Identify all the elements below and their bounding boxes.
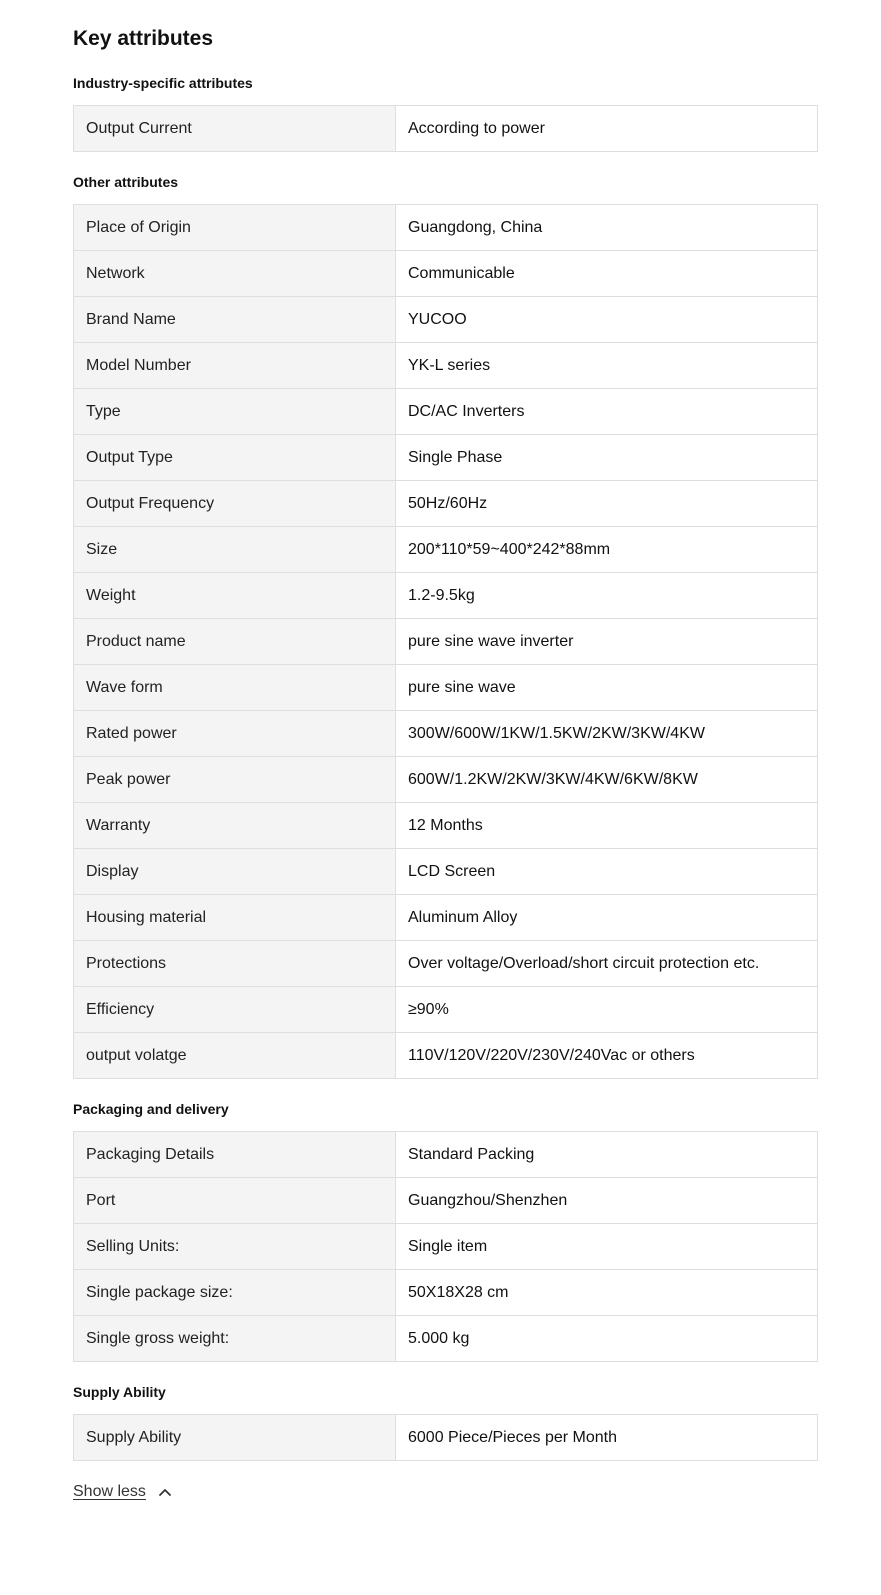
attribute-key: Port bbox=[74, 1178, 396, 1224]
attribute-value: Guangzhou/Shenzhen bbox=[396, 1178, 818, 1224]
attribute-value: LCD Screen bbox=[396, 849, 818, 895]
attribute-value: Aluminum Alloy bbox=[396, 895, 818, 941]
attribute-value: 200*110*59~400*242*88mm bbox=[396, 527, 818, 573]
attribute-value: 600W/1.2KW/2KW/3KW/4KW/6KW/8KW bbox=[396, 757, 818, 803]
table-row bbox=[74, 573, 818, 619]
table-row bbox=[74, 205, 818, 251]
table-row bbox=[74, 895, 818, 941]
attribute-value: According to power bbox=[396, 106, 818, 152]
attribute-key: Single gross weight: bbox=[74, 1316, 396, 1362]
attribute-value: DC/AC Inverters bbox=[396, 389, 818, 435]
attribute-key: output volatge bbox=[74, 1033, 396, 1079]
attribute-key: Warranty bbox=[74, 803, 396, 849]
attribute-key: Weight bbox=[74, 573, 396, 619]
table-row bbox=[74, 849, 818, 895]
table-row bbox=[74, 941, 818, 987]
attribute-value: pure sine wave inverter bbox=[396, 619, 818, 665]
table-row bbox=[74, 1178, 818, 1224]
show-less-label: Show less bbox=[73, 1483, 146, 1500]
attribute-key: Output Type bbox=[74, 435, 396, 481]
attribute-key: Efficiency bbox=[74, 987, 396, 1033]
attribute-value: 110V/120V/220V/230V/240Vac or others bbox=[396, 1033, 818, 1079]
attribute-value: Over voltage/Overload/short circuit protection etc. bbox=[396, 941, 818, 987]
attribute-table bbox=[73, 1131, 818, 1362]
attribute-section bbox=[73, 1384, 818, 1461]
section-heading: Supply Ability bbox=[73, 1384, 166, 1400]
attribute-key: Type bbox=[74, 389, 396, 435]
attribute-section bbox=[73, 174, 818, 1079]
attribute-table bbox=[73, 105, 818, 152]
attribute-value: Communicable bbox=[396, 251, 818, 297]
show-less-button[interactable] bbox=[73, 1483, 172, 1501]
key-attributes-panel bbox=[73, 0, 818, 1501]
attribute-value: Standard Packing bbox=[396, 1132, 818, 1178]
table-row bbox=[74, 757, 818, 803]
table-row bbox=[74, 1224, 818, 1270]
section-heading: Industry-specific attributes bbox=[73, 75, 253, 91]
attribute-section bbox=[73, 75, 818, 152]
attribute-value: 300W/600W/1KW/1.5KW/2KW/3KW/4KW bbox=[396, 711, 818, 757]
section-heading: Other attributes bbox=[73, 174, 179, 190]
attribute-value: 50Hz/60Hz bbox=[396, 481, 818, 527]
attribute-value: 50X18X28 cm bbox=[396, 1270, 818, 1316]
attribute-key: Size bbox=[74, 527, 396, 573]
table-row bbox=[74, 297, 818, 343]
attribute-value: Single item bbox=[396, 1224, 818, 1270]
attribute-table bbox=[73, 204, 818, 1079]
attribute-key: Selling Units: bbox=[74, 1224, 396, 1270]
chevron-up-icon bbox=[158, 1485, 172, 1499]
table-row bbox=[74, 987, 818, 1033]
page-title: Key attributes bbox=[73, 27, 214, 50]
attribute-value: 12 Months bbox=[396, 803, 818, 849]
table-row bbox=[74, 1415, 818, 1461]
table-row bbox=[74, 665, 818, 711]
attribute-key: Supply Ability bbox=[74, 1415, 396, 1461]
table-row bbox=[74, 619, 818, 665]
attribute-value: YUCOO bbox=[396, 297, 818, 343]
attribute-section bbox=[73, 1101, 818, 1362]
table-row bbox=[74, 1316, 818, 1362]
attribute-table bbox=[73, 1414, 818, 1461]
table-row bbox=[74, 803, 818, 849]
attribute-value: 5.000 kg bbox=[396, 1316, 818, 1362]
attribute-sections bbox=[73, 75, 818, 1461]
attribute-key: Rated power bbox=[74, 711, 396, 757]
table-row bbox=[74, 251, 818, 297]
attribute-value: Guangdong, China bbox=[396, 205, 818, 251]
attribute-value: 1.2-9.5kg bbox=[396, 573, 818, 619]
attribute-key: Place of Origin bbox=[74, 205, 396, 251]
attribute-key: Display bbox=[74, 849, 396, 895]
attribute-value: 6000 Piece/Pieces per Month bbox=[396, 1415, 818, 1461]
attribute-key: Protections bbox=[74, 941, 396, 987]
table-row bbox=[74, 1270, 818, 1316]
table-row bbox=[74, 389, 818, 435]
table-row bbox=[74, 1132, 818, 1178]
table-row bbox=[74, 481, 818, 527]
attribute-key: Wave form bbox=[74, 665, 396, 711]
attribute-key: Model Number bbox=[74, 343, 396, 389]
attribute-value: YK-L series bbox=[396, 343, 818, 389]
table-row bbox=[74, 435, 818, 481]
attribute-value: pure sine wave bbox=[396, 665, 818, 711]
table-row bbox=[74, 711, 818, 757]
table-row bbox=[74, 106, 818, 152]
attribute-value: ≥90% bbox=[396, 987, 818, 1033]
section-heading: Packaging and delivery bbox=[73, 1101, 229, 1117]
attribute-key: Single package size: bbox=[74, 1270, 396, 1316]
table-row bbox=[74, 527, 818, 573]
table-row bbox=[74, 343, 818, 389]
attribute-key: Network bbox=[74, 251, 396, 297]
attribute-value: Single Phase bbox=[396, 435, 818, 481]
attribute-key: Packaging Details bbox=[74, 1132, 396, 1178]
attribute-key: Output Frequency bbox=[74, 481, 396, 527]
attribute-key: Brand Name bbox=[74, 297, 396, 343]
attribute-key: Housing material bbox=[74, 895, 396, 941]
attribute-key: Product name bbox=[74, 619, 396, 665]
attribute-key: Peak power bbox=[74, 757, 396, 803]
table-row bbox=[74, 1033, 818, 1079]
attribute-key: Output Current bbox=[74, 106, 396, 152]
